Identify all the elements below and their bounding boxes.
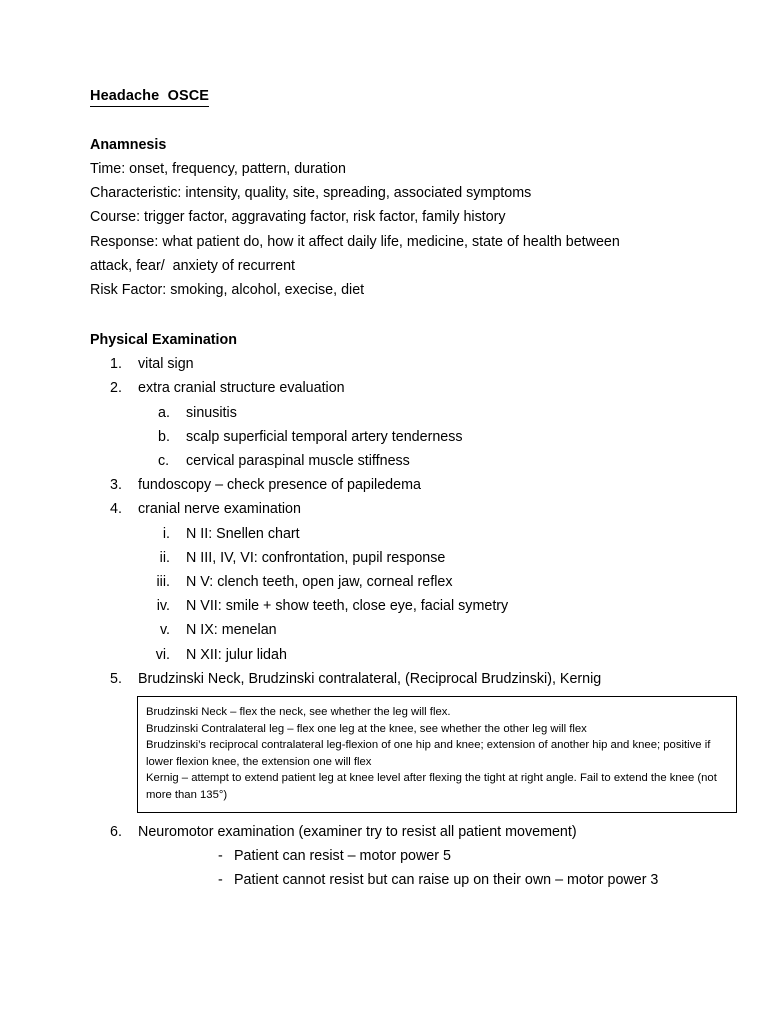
list-item-label: N XII: julur lidah [186, 646, 287, 663]
document-body [90, 86, 750, 892]
section-heading-anamnesis: Anamnesis [90, 137, 167, 153]
anamnesis-line-time: Time: onset, frequency, pattern, duration [90, 161, 346, 177]
note-line-brudzinski-reciprocal: Brudzinski’s reciprocal contralateral leg-flexion of one hip and knee; extension of another hip and knee; positive if lower flexion knee, the extension one will flex [146, 739, 714, 768]
list-marker: vi. [155, 646, 170, 663]
list-item-fundoscopy [90, 473, 750, 497]
list-item-nerve-7 [90, 594, 750, 618]
list-marker: c. [158, 453, 170, 470]
list-item-sinusitis [90, 401, 750, 425]
anamnesis-line-response: Response: what patient do, how it affect daily life, medicine, state of health between [90, 233, 620, 250]
list-item-label: cranial nerve examination [138, 501, 301, 518]
title-container [90, 86, 750, 107]
list-item-nerve-12 [90, 643, 750, 667]
list-marker: b. [158, 428, 170, 445]
list-marker: 4. [110, 501, 122, 518]
note-line-brudzinski-contralateral: Brudzinski Contralateral leg – flex one leg at the knee, see whether the other leg will flex [146, 722, 587, 735]
anamnesis-line-risk-factor: Risk Factor: smoking, alcohol, execise, diet [90, 282, 365, 299]
list-marker: - [218, 872, 223, 889]
list-item-nerve-9 [90, 618, 750, 642]
note-box-spacer [90, 813, 750, 820]
list-item-label: scalp superficial temporal artery tenderness [186, 428, 463, 445]
anamnesis-line-characteristic: Characteristic: intensity, quality, site, spreading, associated symptoms [90, 185, 532, 202]
list-marker: - [218, 847, 223, 864]
list-marker: i. [162, 525, 170, 542]
list-item-motor-power-3 [90, 868, 750, 892]
list-item-label: N V: clench teeth, open jaw, corneal reflex [186, 574, 453, 591]
list-marker: v. [159, 622, 170, 639]
anamnesis-lines [90, 157, 750, 302]
list-item-neuromotor-examination [90, 820, 750, 844]
list-item-label: N VII: smile + show teeth, close eye, facial symetry [186, 598, 509, 615]
list-item-cervical-paraspinal [90, 449, 750, 473]
list-marker: a. [158, 404, 170, 421]
list-item-label: fundoscopy – check presence of papiledema [138, 477, 421, 494]
list-item-cranial-nerve-examination [90, 497, 750, 521]
list-marker: 6. [110, 823, 122, 840]
list-item-vital-sign [90, 352, 750, 376]
list-marker: 5. [110, 670, 122, 687]
brudzinski-kernig-note-box [137, 696, 737, 813]
list-item-scalp-temporal-artery [90, 425, 750, 449]
neuromotor-sublist [90, 844, 750, 892]
page-title: Headache OSCE [90, 86, 209, 107]
cranial-nerve-sublist [90, 522, 750, 667]
note-line-kernig: Kernig – attempt to extend patient leg at knee level after flexing the tight at right angle. Fail to extend the knee (not more than 135°) [146, 772, 720, 802]
list-marker: iii. [156, 574, 170, 591]
list-marker: iv. [156, 598, 170, 615]
note-line-brudzinski-neck: Brudzinski Neck – flex the neck, see whether the leg will flex. [146, 706, 451, 719]
list-item-label: vital sign [138, 356, 194, 373]
section-spacer [90, 302, 750, 328]
list-item-label: extra cranial structure evaluation [138, 380, 345, 397]
list-item-extra-cranial-structure [90, 376, 750, 400]
list-item-label: Brudzinski Neck, Brudzinski contralateral, (Reciprocal Brudzinski), Kernig [138, 670, 602, 687]
anamnesis-line-course: Course: trigger factor, aggravating factor, risk factor, family history [90, 209, 506, 226]
list-item-label: sinusitis [186, 404, 237, 421]
section-heading-physical-examination: Physical Examination [90, 332, 237, 349]
list-item-motor-power-5 [90, 844, 750, 868]
list-marker: 2. [110, 380, 122, 397]
list-item-label: N IX: menelan [186, 622, 277, 639]
list-marker: 1. [110, 356, 122, 373]
list-item-nerve-5 [90, 570, 750, 594]
list-item-label: Neuromotor examination (examiner try to resist all patient movement) [138, 823, 577, 840]
list-marker: 3. [110, 477, 122, 494]
extra-cranial-sublist [90, 401, 750, 474]
list-item-label: N III, IV, VI: confrontation, pupil response [186, 549, 446, 566]
physical-examination-list [90, 352, 750, 892]
anamnesis-line-response-continued: attack, fear/ anxiety of recurrent [90, 257, 296, 274]
list-item-label: N II: Snellen chart [186, 525, 300, 542]
list-item-nerve-2 [90, 522, 750, 546]
list-item-label: cervical paraspinal muscle stiffness [186, 453, 410, 470]
list-marker: ii. [159, 549, 170, 566]
list-item-brudzinski-kernig [90, 667, 750, 691]
list-item-label: Patient can resist – motor power 5 [234, 847, 451, 864]
list-item-label: Patient cannot resist but can raise up on their own – motor power 3 [234, 872, 659, 889]
list-item-nerve-3-4-6 [90, 546, 750, 570]
